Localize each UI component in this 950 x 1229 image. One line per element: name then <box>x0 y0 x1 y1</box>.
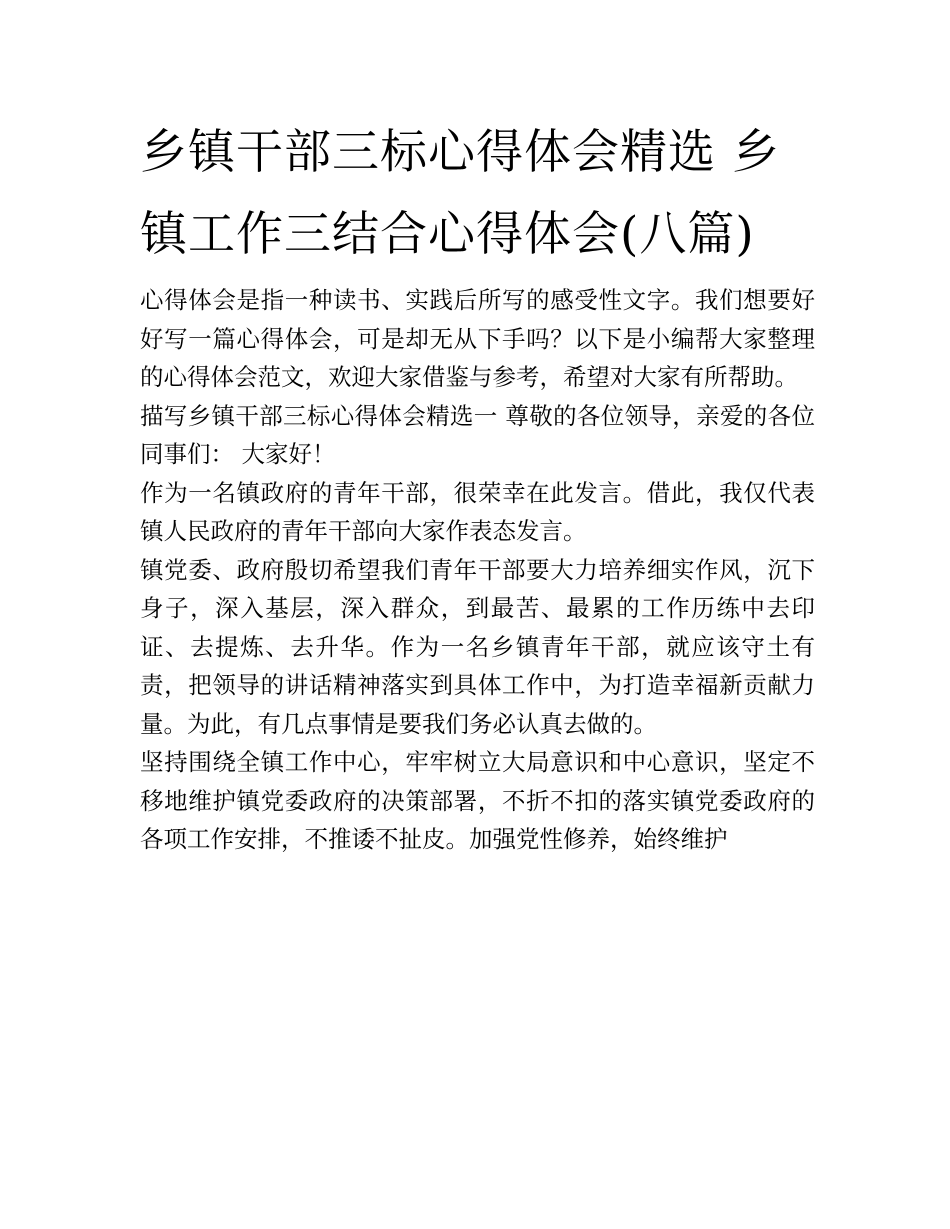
document-body <box>140 281 815 859</box>
document-title: 乡镇干部三标心得体会精选 乡镇工作三结合心得体会(八篇) <box>140 125 780 262</box>
paragraph-intro: 心得体会是指一种读书、实践后所写的感受性文字。我们想要好好写一篇心得体会，可是却无从下手吗？以下是小编帮大家整理的心得体会范文，欢迎大家借鉴与参考，希望对大家有所帮助。 <box>140 286 815 391</box>
paragraph-commitment: 坚持围绕全镇工作中心，牢牢树立大局意识和中心意识，坚定不移地维护镇党委政府的决策部署，不折不扣的落实镇党委政府的各项工作安排，不推诿不扯皮。加强党性修养，始终维护 <box>140 748 815 853</box>
paragraph-expectations: 镇党委、政府殷切希望我们青年干部要大力培养细实作风，沉下身子，深入基层，深入群众，到最苦、最累的工作历练中去印证、去提炼、去升华。作为一名乡镇青年干部，就应该守土有责，把领导的讲话精神落实到具体工作中，为打造幸福新贡献力量。为此，有几点事情是要我们务必认真去做的。 <box>140 555 815 738</box>
paragraph-opening: 作为一名镇政府的青年干部，很荣幸在此发言。借此，我仅代表镇人民政府的青年干部向大家作表态发言。 <box>140 478 815 545</box>
paragraph-greeting: 描写乡镇干部三标心得体会精选一 尊敬的各位领导，亲爱的各位同事们： 大家好！ <box>140 401 815 468</box>
